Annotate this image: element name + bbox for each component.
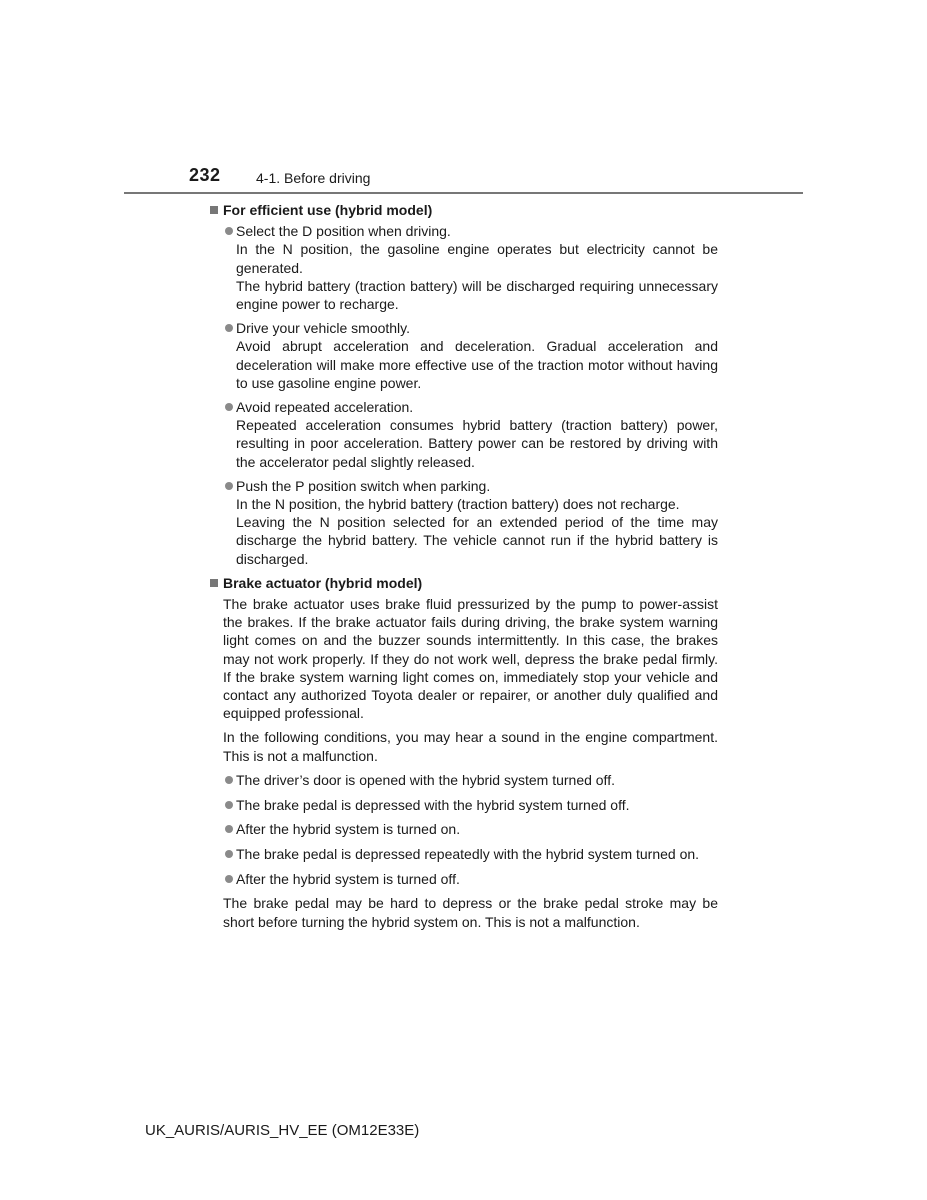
section-heading	[210, 574, 718, 592]
list-item	[210, 477, 718, 568]
list-item	[210, 771, 718, 789]
list-item	[210, 845, 718, 863]
item-text: The brake pedal is depressed with the hybrid system turned off.	[236, 796, 630, 813]
page-header	[124, 163, 803, 193]
list-item	[210, 820, 718, 838]
item-body: Avoid abrupt acceleration and deceleration. Gradual acceleration and deceleration will make more effective use of the traction motor without having to use gasoline engine power.	[236, 338, 718, 391]
square-bullet-icon	[210, 206, 218, 214]
bullet-icon	[225, 801, 233, 809]
item-body: In the N position, the hybrid battery (traction battery) does not recharge.	[236, 496, 680, 513]
paragraph: The brake actuator uses brake fluid pressurized by the pump to power-assist the brakes. If the brake actuator fails during driving, the brake system warning light comes on and the buzzer sounds intermittently. In this case, the brakes may not work properly. If they do not work well, depress the brake pedal firmly. If the brake system warning light comes on, immediately stop your vehicle and contact any authorized Toyota dealer or repairer, or another duly qualified and equipped professional.	[223, 596, 718, 722]
paragraph: The brake pedal may be hard to depress or the brake pedal stroke may be short before turning the hybrid system on. This is not a malfunction.	[223, 895, 718, 930]
list-item	[210, 870, 718, 888]
bullet-icon	[225, 875, 233, 883]
item-lead: Select the D position when driving.	[236, 223, 451, 240]
paragraph: In the following conditions, you may hear a sound in the engine compartment. This is not a malfunction.	[223, 729, 718, 764]
list-item	[210, 398, 718, 471]
list-item	[210, 319, 718, 392]
item-text: After the hybrid system is turned off.	[236, 870, 460, 887]
header-rule	[124, 192, 803, 194]
list-item	[210, 796, 718, 814]
bullet-icon	[225, 776, 233, 784]
section-title: Brake actuator (hybrid model)	[223, 574, 423, 591]
item-text: The brake pedal is depressed repeatedly with the hybrid system turned on.	[236, 846, 700, 862]
bullet-icon	[225, 227, 233, 235]
page-number: 232	[189, 165, 221, 185]
item-body: Leaving the N position selected for an extended period of the time may discharge the hybrid battery. The vehicle cannot run if the hybrid battery is discharged.	[236, 514, 718, 567]
bullet-icon	[225, 482, 233, 490]
bullet-icon	[225, 850, 233, 858]
item-lead: Push the P position switch when parking.	[236, 477, 491, 494]
list-item	[210, 222, 718, 313]
item-text: After the hybrid system is turned on.	[236, 821, 461, 838]
square-bullet-icon	[210, 579, 218, 587]
item-text: The driver’s door is opened with the hybrid system turned off.	[236, 771, 615, 788]
footer-code: UK_AURIS/AURIS_HV_EE (OM12E33E)	[145, 1122, 420, 1139]
bullet-icon	[225, 825, 233, 833]
section-reference: 4-1. Before driving	[256, 170, 371, 186]
item-body: The hybrid battery (traction battery) will be discharged requiring unnecessary engine power to recharge.	[236, 277, 718, 313]
item-body: In the N position, the gasoline engine operates but electricity cannot be generated.	[236, 241, 718, 276]
bullet-icon	[225, 403, 233, 411]
section-title: For efficient use (hybrid model)	[223, 202, 433, 218]
item-lead: Drive your vehicle smoothly.	[236, 320, 411, 337]
section-heading	[210, 201, 718, 219]
item-body: Repeated acceleration consumes hybrid battery (traction battery) power, resulting in poor acceleration. Battery power can be restored by driving with the accelerator pedal slightly released.	[236, 417, 718, 470]
page-content	[210, 201, 718, 937]
item-lead: Avoid repeated acceleration.	[236, 399, 414, 416]
bullet-icon	[225, 324, 233, 332]
